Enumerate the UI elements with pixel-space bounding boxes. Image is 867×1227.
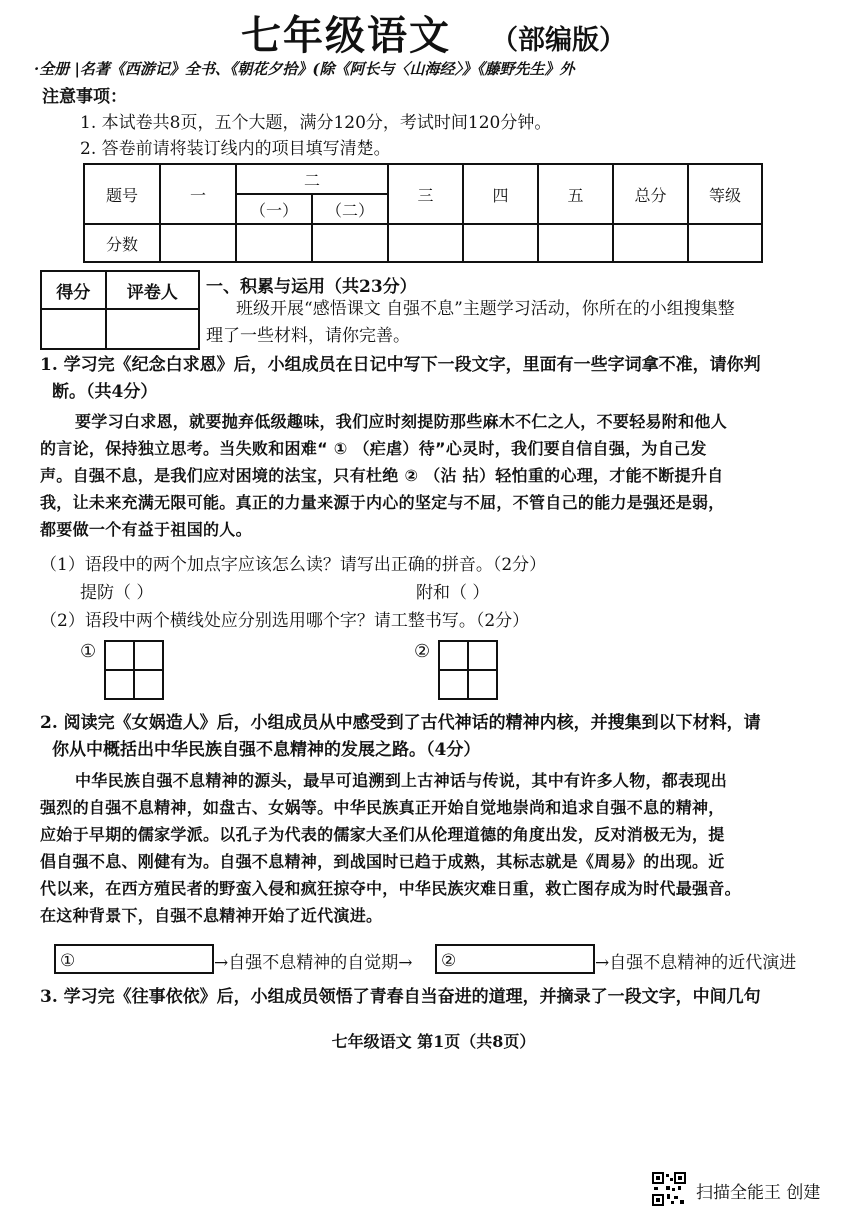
q1-stem: 断。（共4分） [52, 382, 158, 402]
qr-code-icon [652, 1172, 686, 1206]
score-cell [688, 224, 762, 262]
grader-score-label: 得分 [41, 271, 106, 309]
q1-passage-line: 都要做一个有益于祖国的人。 [40, 520, 252, 539]
q1-stem: 1. 学习完《纪念白求恩》后，小组成员在日记中写下一段文字，里面有一些字词拿不准，请你判 [40, 355, 761, 375]
q2-passage-line: 代以来，在西方殖民者的野蛮入侵和疯狂掠夺中，中华民族灾难日重，救亡图存成为时代最强音。 [40, 879, 741, 898]
score-table [83, 163, 763, 263]
score-cell [388, 224, 463, 262]
q1-passage-line: 声。自强不息，是我们应对困境的法宝，只有杜绝 ② （沾 拈）轻怕重的心理，才能不断提升自 [40, 466, 724, 485]
q2-flow-text-1: →自强不息精神的自觉期→ [214, 953, 413, 973]
row-label-score: 分数 [84, 224, 160, 262]
writing-grid-1[interactable] [104, 640, 164, 700]
score-cell [538, 224, 613, 262]
q1-sub2: （2）语段中两个横线处应分别选用哪个字？请工整书写。（2分） [40, 611, 530, 631]
col-section-2b: （二） [312, 194, 388, 224]
q1-mark-2: ② [414, 641, 431, 662]
grader-score-cell [41, 309, 106, 349]
q2-passage-line: 强烈的自强不息精神，如盘古、女娲等。中华民族真正开始自觉地崇尚和追求自强不息的精神， [40, 798, 725, 817]
score-cell [236, 224, 312, 262]
q1-sub1-answer-b[interactable]: 附和（ ） [416, 583, 490, 603]
q1-sub1-answer-a[interactable]: 提防（ ） [80, 583, 154, 603]
q2-answer-box-1[interactable]: ① [54, 944, 214, 974]
note-item: 1. 本试卷共8页，五个大题，满分120分，考试时间120分钟。 [80, 113, 552, 133]
q3-stem: 3. 学习完《往事依依》后，小组成员领悟了青春自当奋进的道理，并摘录了一段文字，中间几句 [40, 987, 761, 1007]
score-cell [463, 224, 538, 262]
q2-flow-text-2: →自强不息精神的近代演进 [595, 953, 797, 973]
page-footer: 七年级语文 第1页（共8页） [331, 1032, 536, 1051]
grader-reviewer-cell [106, 309, 199, 349]
writing-grid-2[interactable] [438, 640, 498, 700]
page-title: 七年级语文 （部编版） [241, 12, 626, 59]
section-1-intro: 理了一些材料，请你完善。 [206, 326, 410, 346]
exam-scope: ·全册 |名著《西游记》全书、《朝花夕拾》(除《阿长与〈山海经〉》《藤野先生》外 [34, 60, 575, 78]
score-cell [160, 224, 236, 262]
col-section-1: 一 [160, 164, 236, 224]
col-total: 总分 [613, 164, 688, 224]
section-1-intro: 班级开展“感悟课文 自强不息”主题学习活动，你所在的小组搜集整 [236, 299, 735, 319]
col-grade: 等级 [688, 164, 762, 224]
col-section-2: 二 [236, 164, 388, 194]
col-section-4: 四 [463, 164, 538, 224]
col-section-5: 五 [538, 164, 613, 224]
score-cell [312, 224, 388, 262]
col-section-2a: （一） [236, 194, 312, 224]
watermark-text: 扫描全能王 创建 [696, 1183, 821, 1203]
q1-passage-line: 的言论，保持独立思考。当失败和困难“ ① （疟虐）待”心灵时，我们要自信自强，为自己发 [40, 439, 707, 458]
grader-reviewer-label: 评卷人 [106, 271, 199, 309]
row-label-question: 题号 [84, 164, 160, 224]
q1-sub1: （1）语段中的两个加点字应该怎么读？请写出正确的拼音。（2分） [40, 555, 547, 575]
q2-stem: 你从中概括出中华民族自强不息精神的发展之路。（4分） [52, 740, 481, 760]
q2-answer-box-2[interactable]: ② [435, 944, 595, 974]
score-cell [613, 224, 688, 262]
col-section-3: 三 [388, 164, 463, 224]
q1-mark-1: ① [80, 641, 97, 662]
q2-passage-line: 中华民族自强不息精神的源头，最早可追溯到上古神话与传说，其中有许多人物，都表现出 [75, 771, 728, 790]
q1-passage-line: 要学习白求恩，就要抛弃低级趣味，我们应时刻提防那些麻木不仁之人，不要轻易附和他人 [75, 412, 728, 431]
q2-passage-line: 倡自强不息、刚健有为。自强不息精神，到战国时已趋于成熟，其标志就是《周易》的出现。近 [40, 852, 725, 871]
notes-heading: 注意事项： [42, 87, 127, 107]
q1-passage-line: 我，让未来充满无限可能。真正的力量来源于内心的坚定与不屈，不管自己的能力是强还是弱， [40, 493, 725, 512]
section-1-title: 一、积累与运用（共23分） [206, 277, 417, 297]
q2-stem: 2. 阅读完《女娲造人》后，小组成员从中感受到了古代神话的精神内核，并搜集到以下材料，请 [40, 713, 761, 733]
grader-table [40, 270, 200, 350]
q2-passage-line: 在这种背景下，自强不息精神开始了近代演进。 [40, 906, 383, 925]
note-item: 2. 答卷前请将装订线内的项目填写清楚。 [80, 139, 391, 159]
q2-passage-line: 应始于早期的儒家学派。以孔子为代表的儒家大圣们从伦理道德的角度出发，反对消极无为，提 [40, 825, 725, 844]
